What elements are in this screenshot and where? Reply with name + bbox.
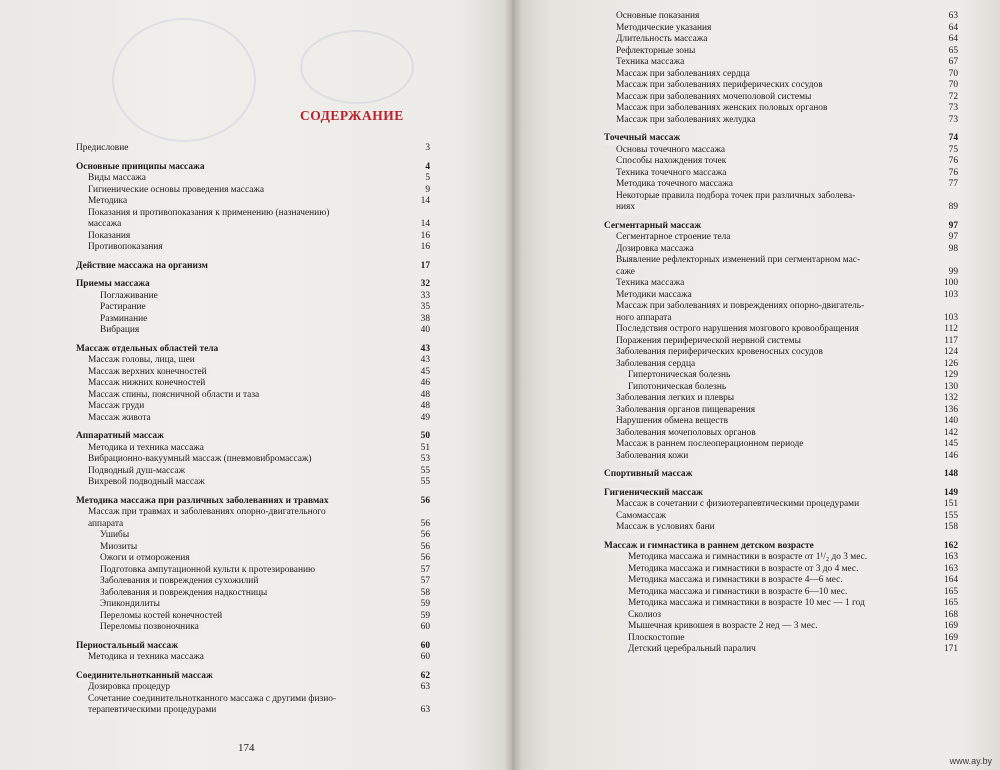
toc-page-number: 63	[948, 11, 958, 21]
toc-entry-title: Гигиенический массаж	[604, 488, 706, 500]
toc-page-number: 53	[420, 454, 430, 464]
toc-page-number: 70	[948, 68, 958, 79]
toc-page-number: 129	[943, 370, 958, 380]
toc-entry-title: Массаж верхних конечностей	[88, 367, 210, 379]
toc-page-number: 149	[943, 487, 958, 498]
show-through-illustration	[300, 30, 414, 104]
toc-entry-title: Периостальный массаж	[76, 641, 181, 653]
toc-entry-title: Заболевания и повреждения сухожилий	[100, 576, 261, 588]
toc-entry-title: Действие массажа на организм	[76, 261, 211, 273]
toc-page-number: 169	[943, 632, 958, 643]
toc-page-number: 163	[943, 563, 958, 574]
toc-entry-title: Растирание	[100, 302, 149, 314]
toc-entry-title: Приемы массажа	[76, 279, 153, 291]
toc-entry-title: Спортивный массаж	[604, 469, 695, 481]
toc-page-number: 51	[420, 442, 430, 453]
toc-entry-title: Вибрация	[100, 325, 142, 337]
toc-page-number: 64	[948, 22, 958, 33]
toc-page-number: 75	[948, 144, 958, 155]
toc-entry-title: Массаж в условиях бани	[616, 522, 718, 534]
toc-entry-title: Методика точечного массажа	[616, 179, 736, 191]
toc-entry-title: Точечный массаж	[604, 133, 683, 145]
toc-page-number: 148	[943, 469, 958, 479]
toc-entry-title: саже	[616, 267, 638, 279]
toc-entry-title: Массаж отдельных областей тела	[76, 344, 221, 356]
toc-page-number: 48	[420, 401, 430, 411]
toc-page-number: 60	[420, 622, 430, 632]
toc-entry-title: Сегментарный массаж	[604, 221, 704, 233]
toc-entry-title: Методика массажа и гимнастики в возрасте 10 мес — 1 год	[628, 598, 868, 610]
toc-entry-title: Подготовка ампутационной культи к протезированию	[100, 565, 318, 577]
toc-page-number: 3	[425, 143, 430, 153]
toc-entry-title: Детский церебральный паралич	[628, 644, 759, 656]
toc-entry-title: Некоторые правила подбора точек при различных заболева-	[616, 191, 858, 203]
toc-page-number: 76	[948, 156, 958, 166]
toc-page-number: 103	[943, 289, 958, 300]
toc-entry-title: Массаж нижних конечностей	[88, 378, 208, 390]
toc-entry-title: Ожоги и отморожения	[100, 553, 193, 565]
toc-page-number: 74	[948, 133, 958, 143]
toc-page-number: 59	[420, 610, 430, 621]
toc-entry-title: Гипотоническая болезнь	[628, 382, 729, 394]
toc-entry-title: Массаж в раннем послеоперационном периоде	[616, 439, 806, 451]
toc-entry-title: Массаж при травмах и заболеваниях опорно-двигательного	[88, 507, 329, 519]
toc-entry-title: Выявление рефлекторных изменений при сегментарном мас-	[616, 255, 863, 267]
toc-entry-title: Массаж при заболеваниях женских половых органов	[616, 103, 830, 115]
toc-entry-title: Эпикондилиты	[100, 599, 163, 611]
toc-entry-title: Гигиенические основы проведения массажа	[88, 185, 267, 197]
toc-entry-title: Методика и техника массажа	[88, 443, 207, 455]
toc-entry-title: Аппаратный массаж	[76, 431, 167, 443]
toc-entry-title: Методика и техника массажа	[88, 652, 207, 664]
toc-entry-title: Вихревой подводный массаж	[88, 477, 208, 489]
toc-page-number: 130	[943, 381, 958, 392]
toc-page-number: 100	[943, 278, 958, 288]
toc-entry-title: Сочетание соединительнотканного массажа с другими физио-	[88, 694, 339, 706]
toc-page-number: 55	[420, 465, 430, 476]
toc-entry-title: Разминание	[100, 314, 150, 326]
toc-entry-title: Методики массажа	[616, 290, 695, 302]
toc-entry-title: Нарушения обмена веществ	[616, 416, 731, 428]
toc-page-number: 43	[420, 355, 430, 365]
toc-entry-title: Противопоказания	[88, 242, 166, 254]
toc-entry-title: Техника точечного массажа	[616, 168, 729, 180]
toc-page-number: 97	[948, 232, 958, 242]
toc-entry-title: Методика массажа и гимнастики в возрасте от 1¹/₂ до 3 мес.	[628, 552, 870, 564]
toc-page-number: 63	[420, 682, 430, 692]
toc-entry-title: Массаж и гимнастика в раннем детском возрасте	[604, 541, 817, 553]
toc-page-number: 14	[420, 219, 430, 229]
toc-entry-title: Заболевания легких и плевры	[616, 393, 737, 405]
toc-page-number: 64	[948, 34, 958, 44]
toc-entry-title: Массаж при заболеваниях желудка	[616, 115, 759, 127]
toc-page-number: 142	[943, 427, 958, 438]
toc-page-number: 55	[420, 477, 430, 487]
toc-entry-title: Заболевания периферических кровеносных сосудов	[616, 347, 826, 359]
toc-page-number: 145	[943, 439, 958, 449]
toc-page-number: 165	[943, 586, 958, 597]
toc-entry-title: Сегментарное строение тела	[616, 232, 733, 244]
toc-page-number: 155	[943, 510, 958, 521]
toc-page-number: 146	[943, 450, 958, 461]
toc-page-number: 124	[943, 347, 958, 357]
toc-entry-title: Предисловие	[76, 143, 131, 155]
toc-page-number: 40	[420, 325, 430, 335]
page-number: 174	[238, 742, 255, 754]
toc-page-number: 165	[943, 598, 958, 608]
toc-entry-title: Массаж груди	[88, 401, 147, 413]
toc-entry-title: Массаж головы, лица, шеи	[88, 355, 198, 367]
toc-page-number: 132	[943, 393, 958, 403]
toc-entry-title: терапевтическими процедурами	[88, 705, 219, 717]
toc-page-number: 164	[943, 575, 958, 585]
toc-page-number: 72	[948, 91, 958, 102]
toc-page-number: 45	[420, 366, 430, 377]
toc-page-number: 67	[948, 57, 958, 67]
toc-page-number: 14	[420, 196, 430, 206]
toc-entry-title: Подводный душ-массаж	[88, 466, 188, 478]
toc-entry-title: массажа	[88, 219, 124, 231]
toc-page-number: 58	[420, 587, 430, 598]
toc-page-number: 163	[943, 552, 958, 562]
toc-page-number: 151	[943, 499, 958, 509]
toc-page-number: 63	[420, 705, 430, 715]
toc-page-number: 46	[420, 378, 430, 388]
toc-entry-title: Ушибы	[100, 530, 132, 542]
toc-entry-title: Дозировка процедур	[88, 682, 173, 694]
toc-page-number: 17	[420, 260, 430, 271]
toc-page-number: 38	[420, 313, 430, 324]
toc-entry-title: Массаж при заболеваниях мочеполовой системы	[616, 92, 814, 104]
toc-page-number: 65	[948, 45, 958, 56]
toc-page-number: 126	[943, 358, 958, 369]
toc-entry-title: Массаж в сочетании с физиотерапевтическими процедурами	[616, 499, 862, 511]
toc-page-number: 168	[943, 609, 958, 620]
toc-page-number: 57	[420, 564, 430, 575]
toc-page-number: 158	[943, 522, 958, 532]
toc-entry-title: Гипертоническая болезнь	[628, 370, 733, 382]
toc-entry-title: Основные показания	[616, 11, 702, 23]
toc-entry-title: Методика массажа при различных заболеваниях и травмах	[76, 496, 332, 508]
toc-entry-title: Массаж при заболеваниях периферических сосудов	[616, 80, 826, 92]
toc-page-number: 117	[944, 335, 958, 346]
toc-entry-title: Методика массажа и гимнастики в возрасте от 3 до 4 мес.	[628, 564, 861, 576]
toc-entry-title: ного аппарата	[616, 313, 675, 325]
toc-page-number: 16	[420, 242, 430, 252]
toc-entry-title: Самомассаж	[616, 511, 669, 523]
toc-entry-title: Длительность массажа	[616, 34, 710, 46]
toc-entry-title: Соединительнотканный массаж	[76, 671, 216, 683]
toc-entry-title: Рефлекторные зоны	[616, 46, 698, 58]
toc-entry-title: Переломы позвоночника	[100, 622, 202, 634]
toc-page-number: 77	[948, 179, 958, 189]
toc-entry-title: Сколиоз	[628, 610, 664, 622]
toc-entry-title: Методика массажа и гимнастики в возрасте 4—6 мес.	[628, 575, 846, 587]
toc-page-number: 50	[420, 431, 430, 441]
toc-page-number: 43	[420, 343, 430, 354]
toc-entry-title: Методические указания	[616, 23, 714, 35]
toc-entry-title: Виды массажа	[88, 173, 149, 185]
toc-entry-title: Методика	[88, 196, 130, 208]
toc-page-number: 59	[420, 599, 430, 609]
toc-page-number: 103	[943, 312, 958, 323]
toc-page-number: 57	[420, 576, 430, 586]
toc-page-number: 5	[425, 173, 430, 183]
toc-entry-title: Миозиты	[100, 542, 140, 554]
toc-entry-title: Заболевания мочеполовых органов	[616, 428, 759, 440]
toc-page-number: 16	[420, 230, 430, 241]
toc-entry-title: Массаж при заболеваниях сердца	[616, 69, 753, 81]
toc-page-number: 35	[420, 302, 430, 312]
toc-page-number: 97	[948, 220, 958, 231]
toc-page-number: 76	[948, 167, 958, 178]
toc-entry-title: Плоскостопие	[628, 633, 688, 645]
toc-page-number: 62	[420, 670, 430, 681]
toc-page-number: 56	[420, 553, 430, 563]
toc-page-number: 56	[420, 495, 430, 506]
toc-page-number: 89	[948, 202, 958, 212]
toc-page-number: 140	[943, 416, 958, 426]
toc-entry-title: Вибрационно-вакуумный массаж (пневмовибромассаж)	[88, 454, 315, 466]
toc-entry-title: Массаж при заболеваниях и повреждениях опорно-двигатель-	[616, 301, 867, 313]
toc-page-number: 56	[420, 541, 430, 552]
show-through-illustration	[112, 18, 256, 142]
right-page	[512, 0, 1000, 770]
toc-page-number: 48	[420, 389, 430, 400]
toc-page-number: 56	[420, 518, 430, 529]
toc-entry-title: Мышечная кривошея в возрасте 2 нед — 3 мес.	[628, 621, 821, 633]
toc-entry-title: Заболевания и повреждения надкостницы	[100, 588, 270, 600]
watermark: www.ay.by	[949, 756, 992, 766]
toc-page-number: 70	[948, 80, 958, 90]
toc-entry-title: Дозировка массажа	[616, 244, 697, 256]
toc-page-number: 9	[425, 184, 430, 195]
toc-page-number: 49	[420, 412, 430, 423]
book-gutter	[504, 0, 522, 770]
toc-page-number: 32	[420, 279, 430, 289]
toc-entry-title: Техника массажа	[616, 278, 687, 290]
toc-entry-title: Заболевания сердца	[616, 359, 698, 371]
toc-entry-title: Основы точечного массажа	[616, 145, 728, 157]
toc-entry-title: Методика массажа и гимнастики в возрасте 6—10 мес.	[628, 587, 850, 599]
toc-entry-title: Заболевания кожи	[616, 451, 691, 463]
toc-entry-title: Переломы костей конечностей	[100, 611, 225, 623]
toc-entry-title: Показания и противопоказания к применению (назначению)	[88, 208, 332, 220]
toc-page-number: 56	[420, 530, 430, 540]
toc-page-number: 73	[948, 114, 958, 125]
toc-entry-title: ниях	[616, 202, 638, 214]
toc-entry-title: Последствия острого нарушения мозгового кровообращения	[616, 324, 862, 336]
toc-entry-title: Способы нахождения точек	[616, 156, 729, 168]
toc-page-number: 33	[420, 290, 430, 301]
toc-entry-title: Заболевания органов пищеварения	[616, 405, 758, 417]
toc-entry-title: Поражения периферической нервной системы	[616, 336, 804, 348]
toc-entry-title: аппарата	[88, 519, 126, 531]
toc-page-number: 136	[943, 404, 958, 415]
toc-entry-title: Показания	[88, 231, 133, 243]
toc-entry-title: Поглаживание	[100, 291, 161, 303]
toc-page-number: 162	[943, 540, 958, 551]
toc-entry-title: Основные принципы массажа	[76, 162, 208, 174]
toc-page-number: 169	[943, 621, 958, 631]
toc-page-number: 171	[943, 644, 958, 654]
toc-page-number: 60	[420, 652, 430, 662]
toc-page-number: 112	[944, 324, 958, 334]
toc-page-number: 73	[948, 103, 958, 113]
toc-entry-title: Массаж живота	[88, 413, 154, 425]
contents-title: СОДЕРЖАНИЕ	[300, 108, 404, 123]
toc-page-number: 98	[948, 243, 958, 254]
toc-entry-title: Массаж спины, поясничной области и таза	[88, 390, 262, 402]
toc-page-number: 4	[425, 161, 430, 172]
toc-page-number: 99	[948, 266, 958, 277]
toc-page-number: 60	[420, 640, 430, 651]
toc-entry-title: Техника массажа	[616, 57, 687, 69]
